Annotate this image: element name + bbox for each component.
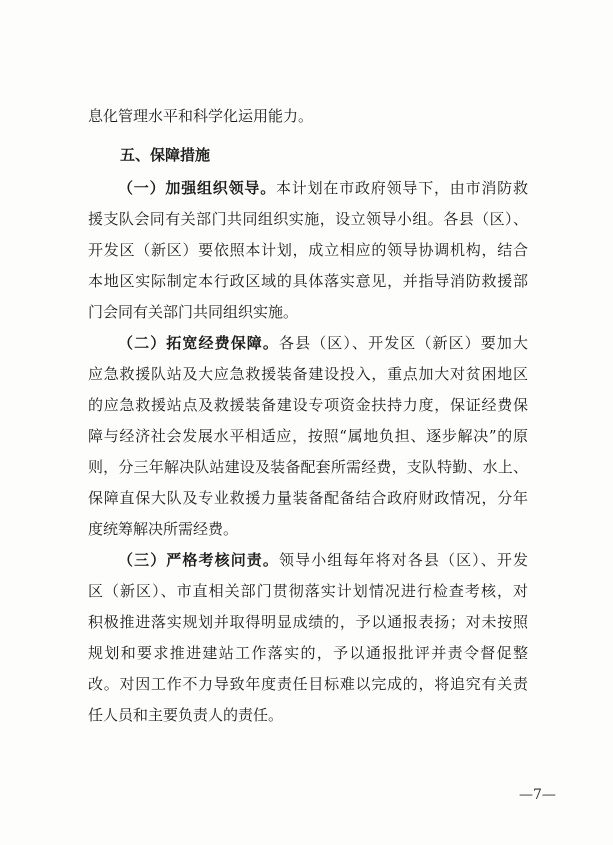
document-body — [88, 101, 528, 731]
measure-title: （一）加强组织领导。 — [118, 178, 276, 197]
continuation-line: 息化管理水平和科学化运用能力。 — [88, 107, 314, 125]
paragraph-text: 领导小组每年将对各县（区）、开发 — [279, 550, 528, 569]
measure-paragraph-1 — [88, 173, 528, 328]
measure-title: （二）拓宽经费保障。 — [118, 333, 279, 352]
paragraph-line: 度统筹解决所需经费。 — [88, 519, 239, 538]
paragraph-line: 保障直保大队及专业救援力量装备配备结合政府财政情况，分年 — [88, 488, 528, 507]
section-heading: 五、保障措施 — [120, 146, 211, 164]
measure-title: （三）严格考核问责。 — [118, 550, 279, 569]
paragraph-line: 开发区（新区）要依照本计划，成立相应的领导协调机构，结合 — [88, 240, 528, 259]
paragraph-line: 积极推进落实规划并取得明显成绩的，予以通报表扬；对未按照 — [88, 612, 528, 631]
page-number: —7— — [519, 787, 556, 803]
paragraph-line: 本地区实际制定本行政区域的具体落实意见，并指导消防救援部 — [88, 271, 528, 290]
paragraph-text: 本计划在市政府领导下，由市消防救 — [276, 178, 528, 197]
paragraph-line: 规划和要求推进建站工作落实的，予以通报批评并责令督促整 — [88, 643, 528, 662]
paragraph-line: 任人员和主要负责人的责任。 — [88, 705, 284, 724]
paragraph-line: 区（新区）、市直相关部门贯彻落实计划情况进行检查考核，对 — [88, 581, 528, 600]
paragraph-line: 应急救援队站及大应急救援装备建设投入，重点加大对贫困地区 — [88, 364, 528, 383]
paragraph-first-line — [88, 328, 528, 359]
paragraph-line: 门会同有关部门共同组织实施。 — [88, 302, 299, 321]
measure-paragraph-2 — [88, 328, 528, 545]
paragraph-line: 的应急救援站点及救援装备建设专项资金扶持力度，保证经费保 — [88, 395, 528, 414]
paragraph-line: 援支队会同有关部门共同组织实施，设立领导小组。各县（区）、 — [88, 209, 528, 228]
paragraph-line: 则，分三年解决队站建设及装备配套所需经费，支队特勤、水上、 — [88, 457, 528, 476]
paragraph-line: 障与经济社会发展水平相适应，按照“属地负担、逐步解决”的原 — [88, 426, 528, 445]
paragraph-first-line — [88, 545, 528, 576]
measure-paragraph-3 — [88, 545, 528, 731]
paragraph-text: 各县（区）、开发区（新区）要加大 — [279, 333, 528, 352]
paragraph-line: 改。对因工作不力导致年度责任目标难以完成的，将追究有关责 — [88, 674, 528, 693]
paragraph-first-line — [88, 173, 528, 204]
